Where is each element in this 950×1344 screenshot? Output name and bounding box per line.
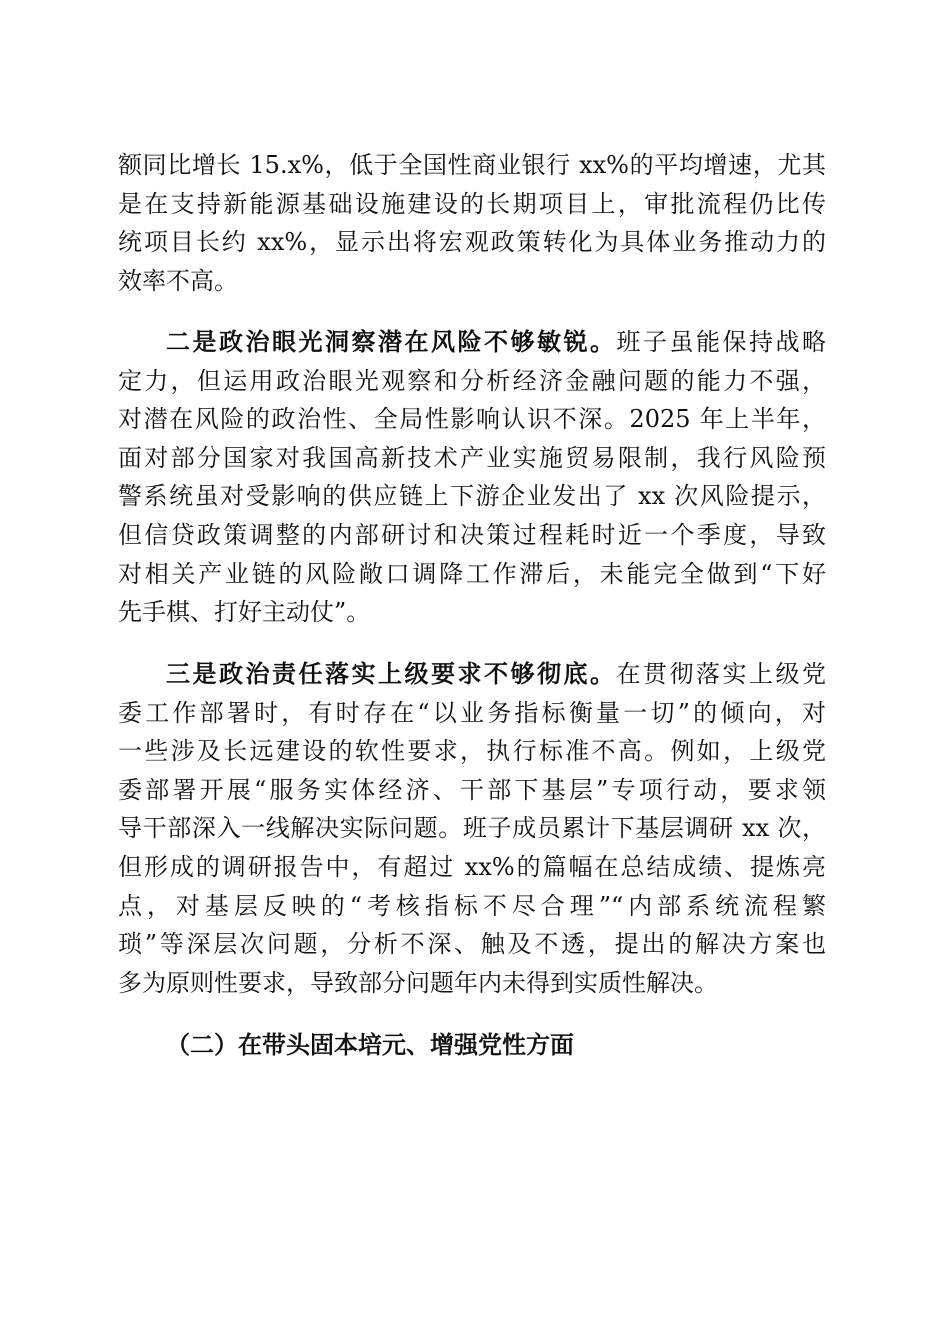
paragraph-lead: 二是政治眼光洞察潜在风险不够敏锐。 bbox=[166, 327, 617, 356]
text-line: 但信贷政策调整的内部研讨和决策过程耗时近一个季度，导致 bbox=[118, 520, 826, 549]
text-line: 效率不高。 bbox=[118, 266, 238, 295]
text-line bbox=[118, 655, 826, 694]
paragraph-political-responsibility bbox=[118, 655, 826, 1002]
text-line: 多为原则性要求，导致部分问题年内未得到实质性解决。 bbox=[118, 968, 718, 997]
paragraph-continuation bbox=[118, 146, 826, 300]
paragraph-lead: 三是政治责任落实上级要求不够彻底。 bbox=[166, 659, 617, 688]
text-line: 额同比增长 15.x%，低于全国性商业银行 xx%的平均增速，尤其 bbox=[118, 151, 826, 179]
text-line: 对潜在风险的政治性、全局性影响认识不深。2025 年上半年， bbox=[118, 405, 826, 434]
text-line: 点，对基层反映的“考核指标不尽合理”“内部系统流程繁 bbox=[118, 891, 826, 920]
paragraph-political-insight bbox=[118, 323, 826, 632]
paragraph-lead-rest: 班子虽能保持战略 bbox=[616, 328, 826, 356]
text-line: 但形成的调研报告中，有超过 xx%的篇幅在总结成绩、提炼亮 bbox=[118, 852, 826, 881]
text-line: 琐”等深层次问题，分析不深、触及不透，提出的解决方案也 bbox=[118, 930, 826, 959]
section-heading: （二）在带头固本培元、增强党性方面 bbox=[166, 1030, 574, 1059]
text-line bbox=[118, 323, 826, 362]
text-line: 一些涉及长远建设的软性要求，执行标准不高。例如，上级党 bbox=[118, 737, 826, 766]
text-line: 委工作部署时，有时存在“以业务指标衡量一切”的倾向，对 bbox=[118, 698, 826, 727]
paragraph-lead-rest: 在贯彻落实上级党 bbox=[616, 660, 826, 688]
text-line: 面对部分国家对我国高新技术产业实施贸易限制，我行风险预 bbox=[118, 443, 826, 472]
text-line: 是在支持新能源基础设施建设的长期项目上，审批流程仍比传 bbox=[118, 189, 826, 218]
text-line: 先手棋、打好主动仗”。 bbox=[118, 598, 371, 627]
text-line: 统项目长约 xx%，显示出将宏观政策转化为具体业务推动力的 bbox=[118, 228, 826, 257]
text-line: 定力，但运用政治眼光观察和分析经济金融问题的能力不强， bbox=[118, 366, 826, 395]
text-line: 警系统虽对受影响的供应链上下游企业发出了 xx 次风险提示， bbox=[118, 482, 826, 511]
text-line: 对相关产业链的风险敞口调降工作滞后，未能完全做到“下好 bbox=[118, 559, 826, 588]
text-line: 导干部深入一线解决实际问题。班子成员累计下基层调研 xx 次， bbox=[118, 814, 826, 843]
text-line: 委部署开展“服务实体经济、干部下基层”专项行动，要求领 bbox=[118, 775, 826, 804]
